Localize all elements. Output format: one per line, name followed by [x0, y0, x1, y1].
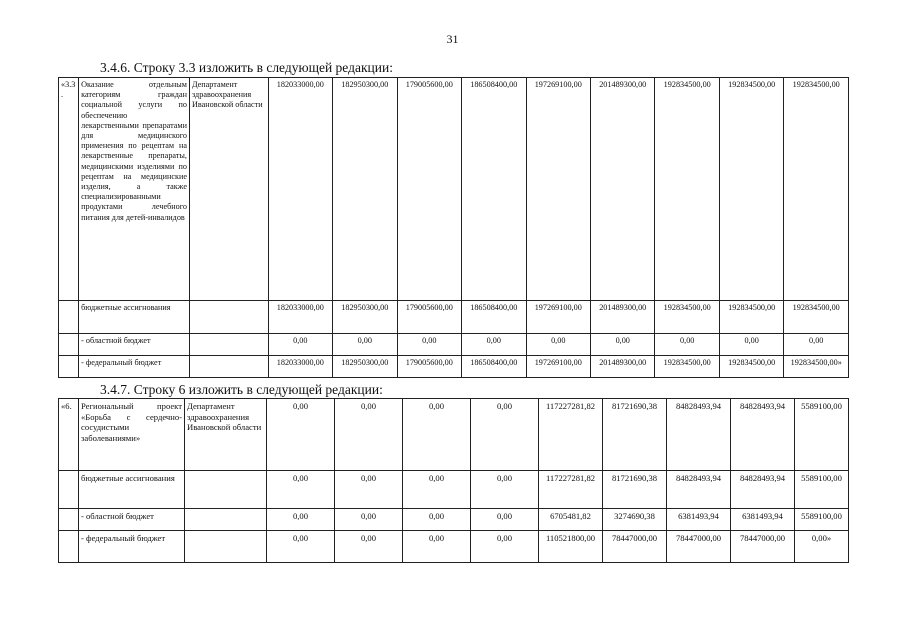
value-cell: 182950300,00 — [333, 78, 397, 301]
table-row — [59, 509, 849, 531]
value-cell: 117227281,82 — [539, 399, 603, 471]
value-cell: 0,00 — [403, 509, 471, 531]
value-cell: 3274690,38 — [603, 509, 667, 531]
value-cell: 0,00 — [403, 399, 471, 471]
row-name-cell: Оказание отдельным категориям граждан социальной услуги по обеспечению лекарственными препаратами для медицинского применения по рецептам на лекарственные препараты, медицинскими изделиями по рецептам на медицинские изделия, а также специализированными продуктами лечебного питания для детей-инвалидов — [79, 78, 190, 301]
executor-cell — [189, 334, 268, 356]
section-heading-3-4-6: 3.4.6. Строку 3.3 изложить в следующей редакции: — [100, 60, 393, 75]
executor-cell — [185, 471, 267, 509]
value-cell: 192834500,00 — [719, 301, 783, 334]
table-row — [59, 334, 849, 356]
value-cell: 182950300,00 — [333, 356, 397, 378]
value-cell: 192834500,00 — [784, 301, 849, 334]
page-number: 31 — [446, 32, 459, 46]
value-cell: 5589100,00 — [795, 471, 849, 509]
row-number-cell — [59, 334, 79, 356]
table-row — [59, 356, 849, 378]
row-name-cell: - областной бюджет — [79, 509, 185, 531]
value-cell: 192834500,00 — [719, 356, 783, 378]
table-row — [59, 399, 849, 471]
value-cell: 192834500,00 — [655, 356, 719, 378]
value-cell: 0,00 — [526, 334, 590, 356]
value-cell: 84828493,94 — [667, 471, 731, 509]
executor-cell — [189, 301, 268, 334]
value-cell: 182033000,00 — [268, 356, 332, 378]
table-row-6 — [58, 398, 849, 563]
value-cell: 201489300,00 — [590, 301, 654, 334]
value-cell: 0,00 — [335, 509, 403, 531]
value-cell: 179005600,00 — [397, 356, 461, 378]
table-row — [59, 301, 849, 334]
value-cell: 6381493,94 — [667, 509, 731, 531]
value-cell: 0,00 — [403, 531, 471, 563]
row-number-cell — [59, 301, 79, 334]
row-number-cell — [59, 531, 79, 563]
value-cell: 0,00 — [462, 334, 526, 356]
value-cell: 192834500,00 — [719, 78, 783, 301]
value-cell: 192834500,00 — [655, 301, 719, 334]
value-cell: 0,00 — [403, 471, 471, 509]
value-cell: 78447000,00 — [603, 531, 667, 563]
value-cell: 0,00 — [719, 334, 783, 356]
value-cell: 0,00 — [471, 471, 539, 509]
value-cell: 0,00 — [267, 509, 335, 531]
value-cell: 6381493,94 — [731, 509, 795, 531]
value-cell: 182033000,00 — [268, 301, 332, 334]
value-cell: 0,00 — [267, 531, 335, 563]
value-cell: 0,00 — [655, 334, 719, 356]
value-cell: 186508400,00 — [462, 356, 526, 378]
executor-cell — [185, 531, 267, 563]
value-cell: 5589100,00 — [795, 399, 849, 471]
value-cell: 110521800,00 — [539, 531, 603, 563]
value-cell: 0,00 — [267, 399, 335, 471]
executor-cell — [189, 356, 268, 378]
value-cell: 186508400,00 — [462, 78, 526, 301]
table-row — [59, 471, 849, 509]
value-cell: 0,00 — [471, 509, 539, 531]
row-number-cell — [59, 471, 79, 509]
row-name-cell: - федеральный бюджет — [79, 531, 185, 563]
row-name-cell: - федеральный бюджет — [79, 356, 190, 378]
value-cell: 0,00 — [268, 334, 332, 356]
value-cell: 84828493,94 — [731, 399, 795, 471]
section-heading-3-4-7: 3.4.7. Строку 6 изложить в следующей редакции: — [100, 382, 383, 397]
value-cell: 0,00 — [335, 399, 403, 471]
value-cell: 0,00 — [590, 334, 654, 356]
value-cell: 0,00 — [397, 334, 461, 356]
value-cell: 0,00 — [335, 531, 403, 563]
value-cell: 201489300,00 — [590, 78, 654, 301]
value-cell: 197269100,00 — [526, 78, 590, 301]
value-cell: 182033000,00 — [268, 78, 332, 301]
value-cell: 201489300,00 — [590, 356, 654, 378]
table-row-3-3 — [58, 77, 849, 378]
value-cell: 78447000,00 — [667, 531, 731, 563]
executor-cell — [185, 509, 267, 531]
value-cell: 182950300,00 — [333, 301, 397, 334]
row-number-cell — [59, 356, 79, 378]
row-name-cell: бюджетные ассигнования — [79, 471, 185, 509]
value-cell: 0,00 — [335, 471, 403, 509]
executor-cell: Департамент здравоохранения Ивановской области — [189, 78, 268, 301]
row-number-cell: «6. — [59, 399, 79, 471]
value-cell: 84828493,94 — [667, 399, 731, 471]
table-row — [59, 531, 849, 563]
value-cell: 0,00 — [267, 471, 335, 509]
value-cell: 117227281,82 — [539, 471, 603, 509]
value-cell: 0,00 — [471, 399, 539, 471]
value-cell: 192834500,00» — [784, 356, 849, 378]
row-name-cell: Региональный проект «Борьба с сердечно-сосудистыми заболеваниями» — [79, 399, 185, 471]
value-cell: 0,00 — [471, 531, 539, 563]
row-number-cell: «3.3. — [59, 78, 79, 301]
row-number-cell — [59, 509, 79, 531]
value-cell: 197269100,00 — [526, 356, 590, 378]
value-cell: 78447000,00 — [731, 531, 795, 563]
row-name-cell: бюджетные ассигнования — [79, 301, 190, 334]
value-cell: 0,00» — [795, 531, 849, 563]
value-cell: 5589100,00 — [795, 509, 849, 531]
row-name-cell: - областной бюджет — [79, 334, 190, 356]
executor-cell: Департамент здравоохранения Ивановской области — [185, 399, 267, 471]
value-cell: 0,00 — [784, 334, 849, 356]
value-cell: 192834500,00 — [784, 78, 849, 301]
table-row — [59, 78, 849, 301]
value-cell: 0,00 — [333, 334, 397, 356]
value-cell: 6705481,82 — [539, 509, 603, 531]
value-cell: 179005600,00 — [397, 78, 461, 301]
value-cell: 192834500,00 — [655, 78, 719, 301]
value-cell: 81721690,38 — [603, 471, 667, 509]
value-cell: 197269100,00 — [526, 301, 590, 334]
value-cell: 81721690,38 — [603, 399, 667, 471]
value-cell: 186508400,00 — [462, 301, 526, 334]
value-cell: 179005600,00 — [397, 301, 461, 334]
value-cell: 84828493,94 — [731, 471, 795, 509]
